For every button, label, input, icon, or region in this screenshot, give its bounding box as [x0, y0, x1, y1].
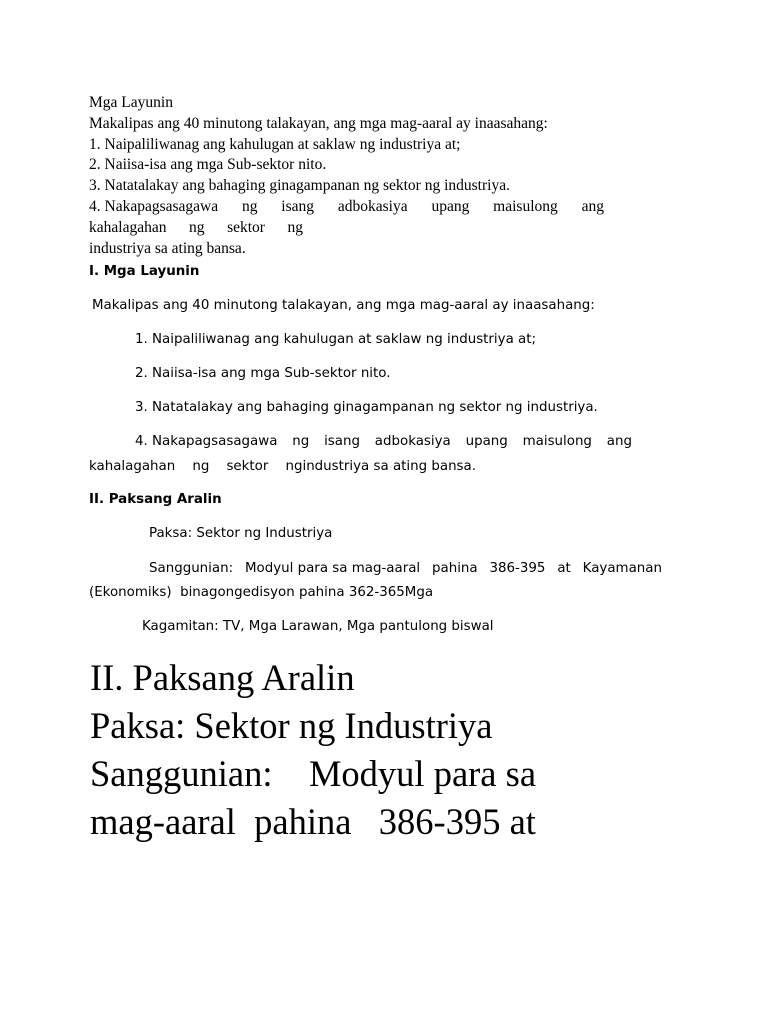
section-heading-topic: II. Paksang Aralin — [89, 492, 222, 507]
word: ngindustriya sa ating bansa. — [285, 459, 476, 474]
word: ang — [606, 434, 632, 449]
word: pahina — [432, 561, 478, 576]
word: 4. Nakapagsasagawa — [89, 197, 219, 215]
objective-item-4-line-2 — [89, 218, 303, 239]
word: Modyul para sa mag-aaral — [244, 561, 421, 576]
objectives-intro: Makalipas ang 40 minutong talakayan, ang mga mag-aaral ay inaasahang: — [89, 114, 548, 132]
word: ng — [241, 197, 258, 215]
word: ng — [287, 218, 303, 236]
topic-value: Sektor ng Industriya — [196, 526, 333, 541]
large-topic-line: Paksa: Sektor ng Industriya — [90, 705, 493, 746]
objective-item-4-sans-line-2 — [89, 458, 476, 476]
word: kahalagahan — [89, 218, 167, 236]
word: upang — [431, 197, 470, 215]
word: isang — [324, 434, 360, 449]
section-heading-objectives: I. Mga Layunin — [89, 264, 200, 279]
large-reference-line-1: Sanggunian: Modyul para sa — [90, 753, 537, 794]
word: Kayamanan — [582, 561, 662, 576]
word: Sanggunian: — [149, 561, 234, 576]
objective-item-4-line-3: industriya sa ating bansa. — [89, 239, 246, 257]
objective-item-2: 2. Naiisa-isa ang mga Sub-sektor nito. — [89, 156, 327, 174]
large-reference-line-2: mag-aaral pahina 386-395 at — [90, 801, 536, 842]
objectives-block-serif — [89, 93, 604, 259]
word: ng — [192, 459, 210, 474]
reference-line-1 — [149, 560, 662, 578]
word: kahalagahan — [89, 459, 176, 474]
objective-item-3: 3. Natatalakay ang bahaging ginagampanan ng sektor ng industriya. — [89, 177, 510, 195]
objective-item-4-line-1 — [89, 197, 604, 218]
word: maisulong — [522, 434, 592, 449]
word: ng — [189, 218, 205, 236]
topic-label: Paksa: — [149, 526, 193, 541]
word: adbokasiya — [374, 434, 451, 449]
word: at — [557, 561, 571, 576]
topic-line — [149, 525, 332, 543]
objectives-heading: Mga Layunin — [89, 94, 173, 111]
word: isang — [281, 197, 315, 215]
objective-item-1: 1. Naipaliliwanag ang kahulugan at saklaw ng industriya at; — [89, 135, 461, 153]
word: ng — [292, 434, 310, 449]
objective-item-3-sans: 3. Natatalakay ang bahaging ginagampanan ng sektor ng industriya. — [135, 400, 598, 415]
large-heading-topic: II. Paksang Aralin — [90, 657, 355, 698]
word: ang — [581, 197, 604, 215]
objective-item-4-sans-line-1 — [135, 433, 632, 451]
word: sektor — [226, 459, 269, 474]
word: upang — [465, 434, 508, 449]
word: adbokasiya — [337, 197, 408, 215]
word: 4. Nakapagsasagawa — [135, 434, 278, 449]
materials-line: Kagamitan: TV, Mga Larawan, Mga pantulong biswal — [142, 619, 494, 634]
word: sektor — [227, 218, 265, 236]
word: maisulong — [493, 197, 558, 215]
objective-item-2-sans: 2. Naiisa-isa ang mga Sub-sektor nito. — [135, 366, 391, 381]
objective-item-1-sans: 1. Naipaliliwanag ang kahulugan at saklaw ng industriya at; — [135, 332, 536, 347]
word: 386-395 — [489, 561, 546, 576]
objectives-intro-sans: Makalipas ang 40 minutong talakayan, ang mga mag-aaral ay inaasahang: — [92, 298, 595, 313]
reference-line-2: (Ekonomiks) binagongedisyon pahina 362-365Mga — [89, 585, 434, 600]
